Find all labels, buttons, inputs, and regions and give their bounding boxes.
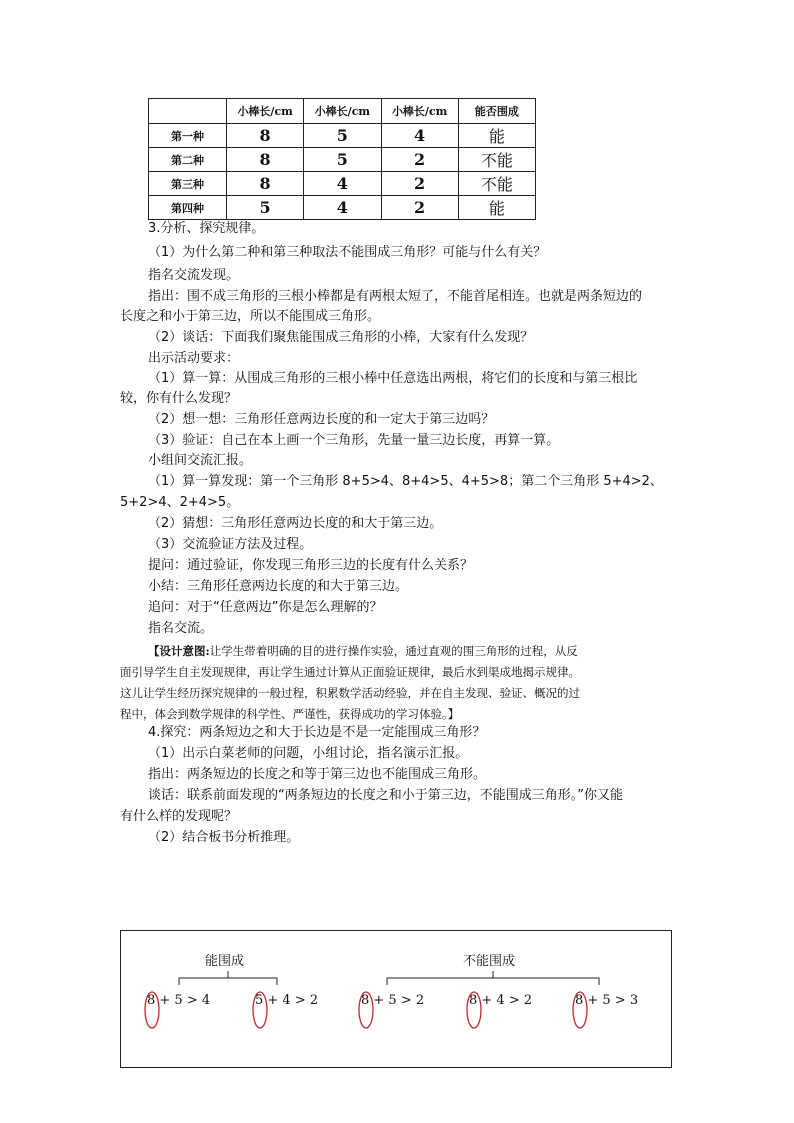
stick-length: 8 [227, 148, 304, 172]
paragraph-line: 指出：围不成三角形的三根小棒都是有两根太短了，不能首尾相连。也就是两条短边的 [148, 289, 643, 304]
table-header: 小棒长/cm [304, 99, 381, 124]
paragraph-line: 有什么样的发现呢？ [120, 809, 238, 824]
table-header: 小棒长/cm [381, 99, 458, 124]
board-expression: 8 + 4 > 2 [469, 993, 533, 1008]
stick-length: 2 [381, 148, 458, 172]
stick-length: 4 [381, 124, 458, 148]
stick-length: 2 [381, 172, 458, 196]
design-intent-line: 这儿让学生经历探究规律的一般过程，积累数学活动经验，并在自主发现、验证、概况的过 [120, 686, 580, 700]
design-intent-block [120, 641, 680, 725]
paragraph-line: 长度之和小于第三边，所以不能围成三角形。 [120, 309, 381, 324]
table-header-row [149, 99, 536, 124]
design-intent-line: 程中，体会到数学规律的科学性、严谨性，获得成功的学习体验。】 [120, 707, 460, 721]
design-intent-line: 让学生带着明确的目的进行操作实验，通过直观的围三角形的过程，从反 [209, 644, 578, 658]
stick-length: 5 [304, 124, 381, 148]
paragraph-line: （2）想一想：三角形任意两边长度的和一定大于第三边吗？ [148, 412, 495, 427]
stick-length: 8 [227, 124, 304, 148]
paragraph-line: 指出：两条短边的长度之和等于第三边也不能围成三角形。 [148, 767, 487, 782]
stick-length: 4 [304, 196, 381, 220]
result-cell: 不能 [458, 148, 535, 172]
table-row [149, 148, 536, 172]
paragraph-line: （2）结合板书分析推理。 [148, 830, 300, 845]
paragraph-line: 指名交流发现。 [148, 268, 240, 283]
row-label: 第三种 [149, 172, 227, 196]
table-header: 能否围成 [458, 99, 535, 124]
can-form-title: 能围成 [205, 954, 245, 969]
result-cell: 不能 [458, 172, 535, 196]
paragraph-line: 提问：通过验证，你发现三角形三边的长度有什么关系？ [148, 558, 474, 573]
design-intent-label: 【设计意图: [148, 644, 210, 658]
stick-length: 8 [227, 172, 304, 196]
board-expression: 5 + 4 > 2 [255, 993, 319, 1008]
paragraph-line: （3）交流验证方法及过程。 [148, 537, 313, 552]
cannot-form-title: 不能围成 [463, 954, 516, 969]
result-cell: 能 [458, 196, 535, 220]
stick-length: 5 [304, 148, 381, 172]
stick-length: 4 [304, 172, 381, 196]
section-heading: 4.探究：两条短边之和大于长边是不是一定能围成三角形？ [148, 725, 486, 740]
paragraph-line: 谈话：联系前面发现的“两条短边的长度之和小于第三边，不能围成三角形。”你又能 [148, 788, 623, 803]
left-bracket [179, 971, 277, 985]
paragraph-line: 小结：三角形任意两边长度的和大于第三边。 [148, 579, 409, 594]
section-heading: 3.分析、探究规律。 [148, 221, 265, 236]
paragraph-line: （2）猜想：三角形任意两边长度的和大于第三边。 [148, 516, 443, 531]
board-expression: 8 + 5 > 2 [361, 993, 425, 1008]
table-header-blank [149, 99, 227, 124]
paragraph-line: （1）算一算发现：第一个三角形 8+5>4、8+4>5、4+5>8；第二个三角形 5+4>2、 [148, 474, 663, 489]
paragraph-line: （1）出示白菜老师的问题，小组讨论，指名演示汇报。 [148, 746, 469, 761]
board-expression: 8 + 5 > 3 [575, 993, 639, 1008]
paragraph-line: 小组间交流汇报。 [148, 453, 253, 468]
paragraph-line: 出示活动要求： [148, 351, 240, 366]
row-label: 第四种 [149, 196, 227, 220]
paragraph-line: 5+2>4、2+4>5。 [120, 495, 240, 510]
table-row [149, 196, 536, 220]
table-header: 小棒长/cm [227, 99, 304, 124]
stick-length: 5 [227, 196, 304, 220]
paragraph-line: （3）验证：自己在本上画一个三角形，先量一量三边长度，再算一算。 [148, 433, 560, 448]
right-bracket [387, 971, 599, 985]
paragraph-line: 较，你有什么发现？ [120, 391, 238, 406]
paragraph-line: 指名交流。 [148, 621, 214, 636]
table-row [149, 172, 536, 196]
paragraph-line: 追问：对于“任意两边”你是怎么理解的？ [148, 600, 383, 615]
row-label: 第一种 [149, 124, 227, 148]
paragraph-line: （1）算一算：从围成三角形的三根小棒中任意选出两根，将它们的长度和与第三根比 [148, 371, 638, 386]
result-cell: 能 [458, 124, 535, 148]
paragraph-line: （2）谈话：下面我们聚焦能围成三角形的小棒，大家有什么发现？ [148, 330, 534, 345]
table-row [149, 124, 536, 148]
board-expression: 8 + 5 > 4 [147, 993, 211, 1008]
paragraph-line: （1）为什么第二种和第三种取法不能围成三角形？可能与什么有关？ [148, 245, 547, 260]
blackboard-summary-box [120, 930, 672, 1068]
stick-length: 2 [381, 196, 458, 220]
stick-length-table [148, 98, 536, 220]
row-label: 第二种 [149, 148, 227, 172]
design-intent-line: 面引导学生自主发现规律，再让学生通过计算从正面验证规律，最后水到渠成地揭示规律。 [120, 665, 580, 679]
